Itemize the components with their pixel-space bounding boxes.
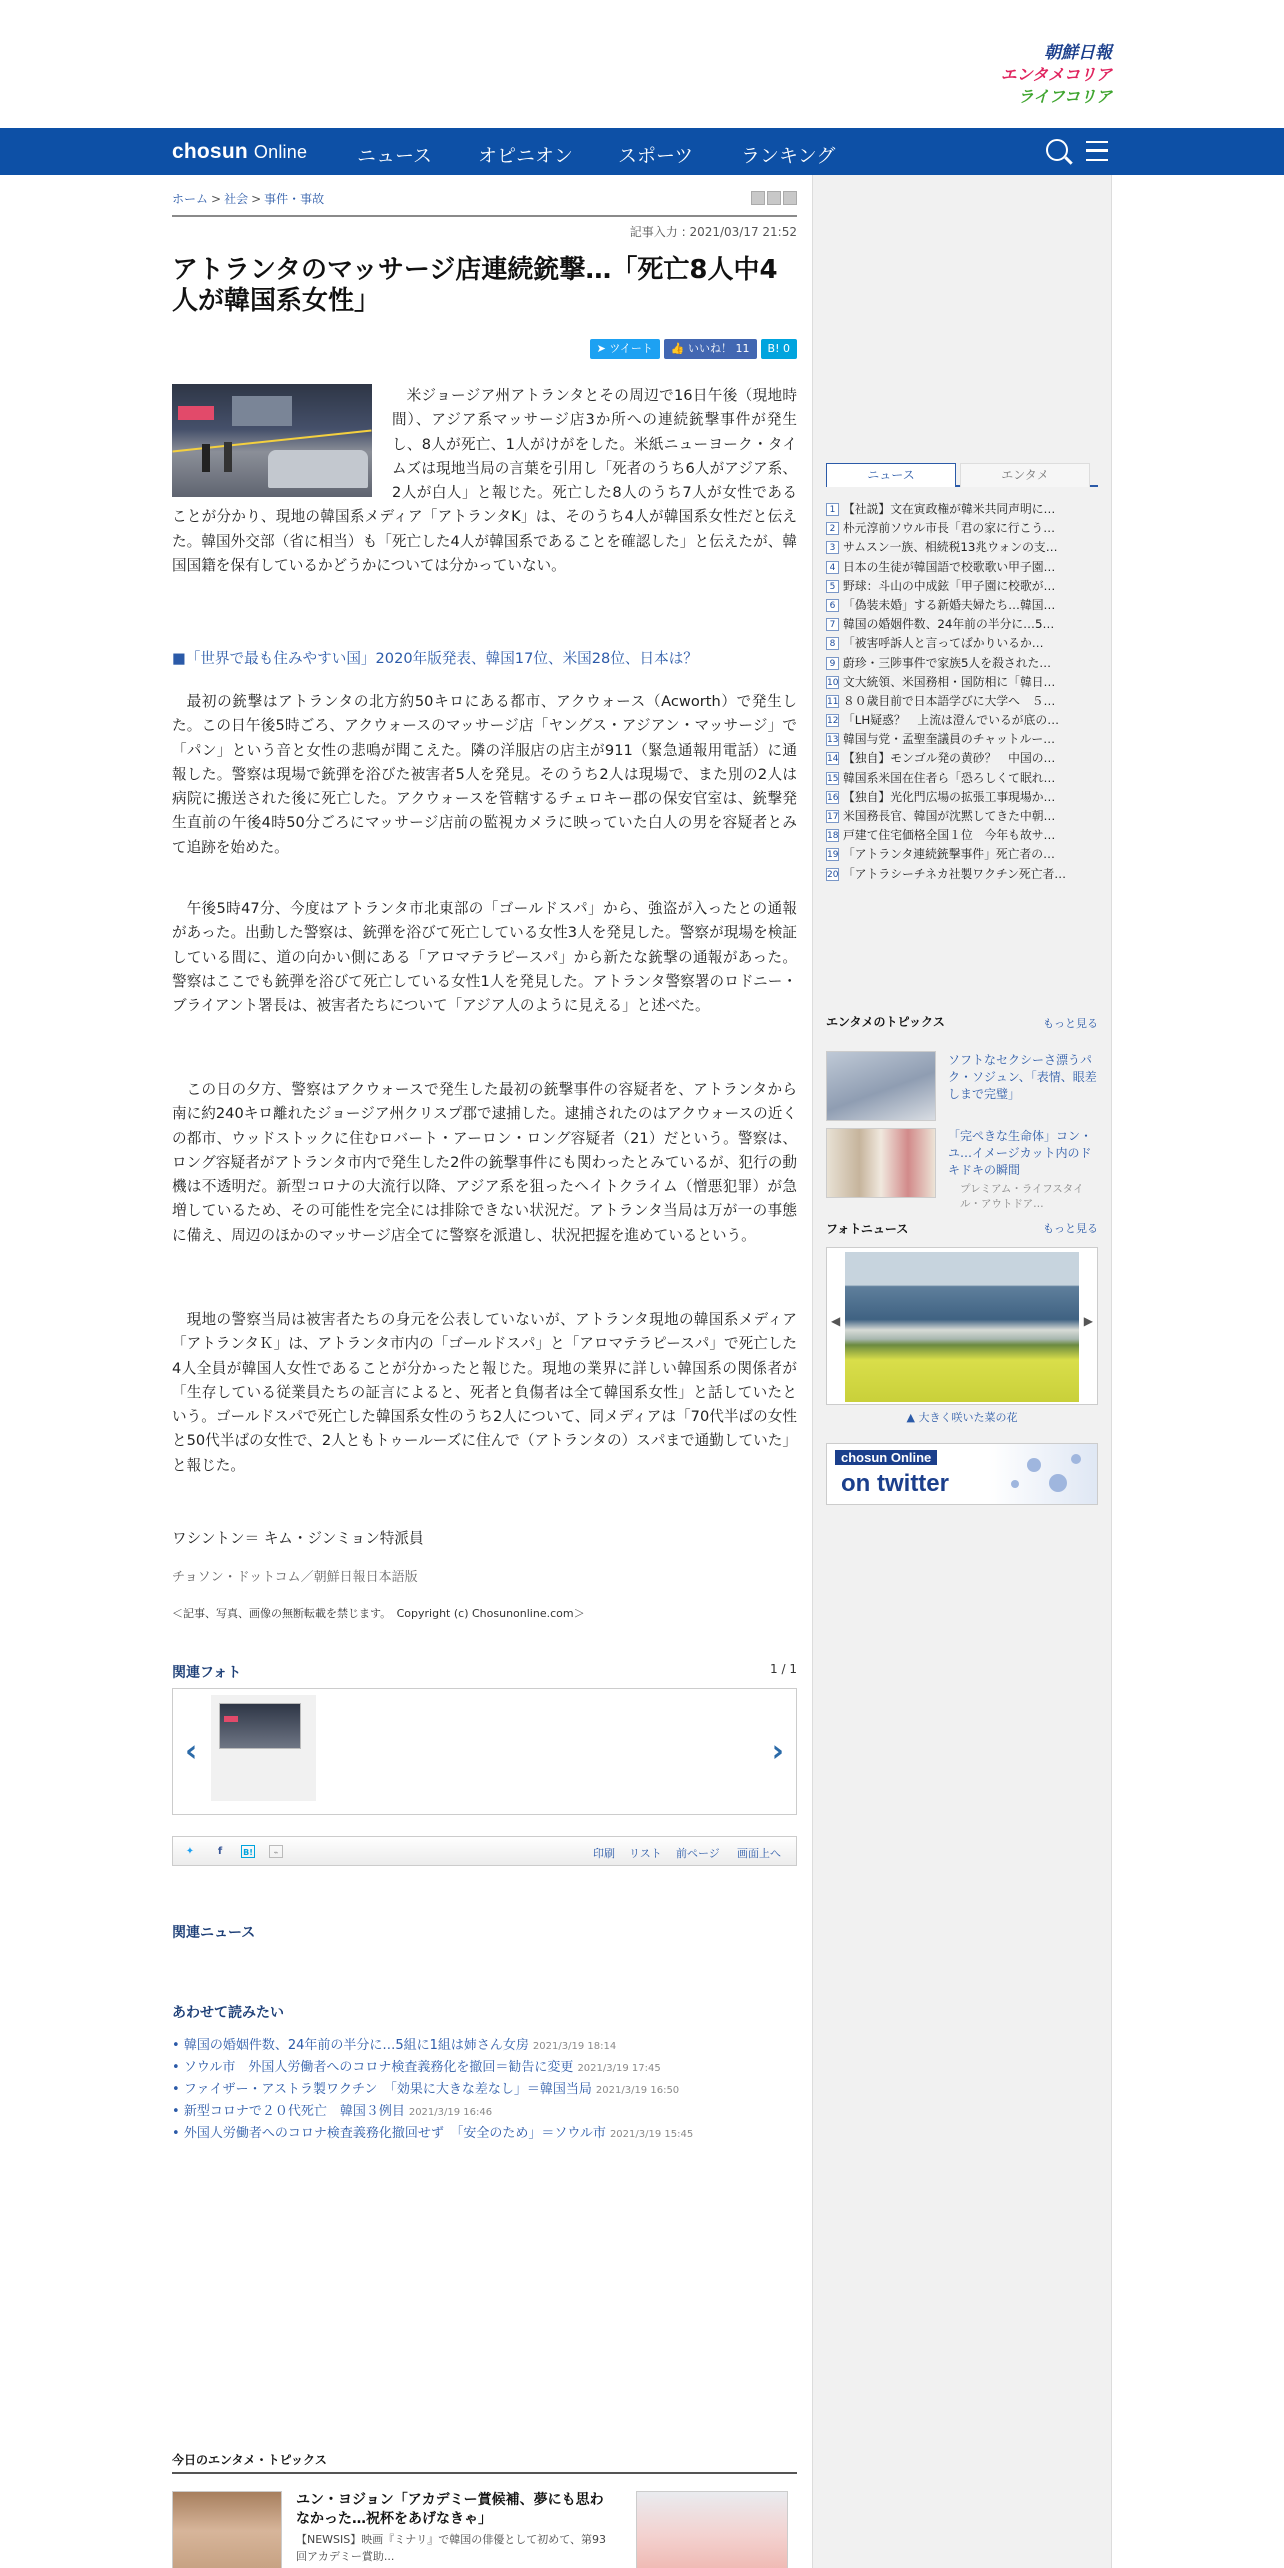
ranking-item[interactable]: 8 「被害呼訴人と言ってばかりいるか… [826,634,1098,653]
twitter-icon: ➤ [596,342,610,355]
previous-page-link[interactable]: 前ページ [676,1847,720,1860]
thumbs-up-icon: 👍 [670,342,689,355]
carousel-prev-arrow[interactable]: ‹ [185,1734,198,1769]
ranking-item[interactable]: 16 【独自】光化門広場の拡張工事現場か… [827,789,1056,804]
ranking-item[interactable]: 14 【独自】モンゴル発の黄砂？ 中国の… [827,751,1056,766]
nav-icons [1046,139,1110,165]
photo-news-title: フォトニュース [826,1222,909,1236]
related-photo-title: 関連フォト [172,1665,242,1681]
article-title: アトランタのマッサージ店連続銃撃…「死亡8人中4人が韓国系女性」 [172,255,778,316]
hatena-icon[interactable]: B! [241,1845,255,1858]
ranking-item[interactable]: 2 朴元淳前ソウル市長「君の家に行こう… [826,519,1098,538]
nav-item-sports[interactable]: スポーツ [618,145,694,167]
ranking-item[interactable]: 15 韓国系米国在住者ら「恐ろしくて眠れ… [827,770,1056,785]
logo-sub: Online [253,142,308,162]
article-toolbar [172,1836,797,1866]
divider [172,2472,797,2474]
photo-news-next-arrow[interactable]: ▶ [1083,1314,1093,1328]
today-entame-description: 【NEWSIS】映画『ミナリ』で韓国の俳優として初めて、第93回アカデミー賞助... [296,2533,607,2563]
breadcrumb-incidents[interactable]: 事件・事故 [264,192,325,206]
font-small-button[interactable] [751,191,765,205]
today-entame-title: 今日のエンタメ・トピックス [172,2453,327,2467]
nav-item-news[interactable]: ニュース [357,145,433,167]
ranking-item[interactable]: 17 米国務長官、韓国が沈黙してきた中朝… [827,809,1056,823]
related-photo-thumb-wrap [211,1695,316,1801]
font-large-button[interactable] [767,191,781,205]
brand-logos [980,42,1112,108]
copyright: ＜記事、写真、画像の無断転載を禁じます。 Copyright (c) Chosunonline.com＞ [172,1607,585,1620]
ranking-item[interactable]: 9 蔚珍・三陟事件で家族5人を殺された… [826,654,1098,673]
related-news-title: 関連ニュース [172,1925,256,1941]
related-article-link[interactable]: ■「世界で最も住みやすい国」2020年版発表、韓国17位、米国28位、日本は？ [172,650,698,667]
brand-header [0,0,1284,128]
print-button[interactable] [783,191,797,205]
related-photo-thumbnail[interactable] [219,1703,301,1749]
list-item[interactable]: • 韓国の婚姻件数、24年前の半分に…5組に1組は姉さん女房 2021/3/19 18:14 [172,2038,617,2053]
article-paragraph-5: 現地の警察当局は被害者たちの身元を公表していないが、アトランタ現地の韓国系メディア「アトランタＫ」は、アトランタ市内の「ゴールドスパ」と「アロマテラピースパ」で死亡した4人全員が韓国人女性であることが分かったと報じた。現地の業界に詳しい韓国系の関係者が「生存している従業員たちの証言によると、死者と負傷者は全て韓国系女性」と話していたという。ゴールドスパで死亡した韓国系女性のうち2人について、同メディアは「70代半ばの女性と50代半ばの女性で、2人ともトゥールーズに住んで（アトランタの）スパまで通勤していた」と報じた。 [172,1311,797,1474]
list-item[interactable]: • ファイザー・アストラ製ワクチン 「効果に大きな差なし」＝韓国当局 2021/3/19 16:50 [172,2082,680,2097]
breadcrumb-society[interactable]: 社会 [224,192,249,206]
font-size-buttons [749,190,797,209]
entame-korea-logo[interactable]: エンタメコリア [1000,65,1112,84]
list-item[interactable]: • 新型コロナで２０代死亡 韓国３例目 2021/3/19 16:46 [172,2104,493,2119]
topic-photo-2[interactable] [826,1128,936,1198]
hatena-bookmark-button[interactable]: B! 0 [761,339,797,359]
chosun-ilbo-logo[interactable]: 朝鮮日報 [1044,43,1112,63]
ranking-item[interactable]: 1 【社説】文在寅政権が韓米共同声明に… [826,500,1098,519]
search-icon[interactable] [1046,139,1068,161]
divider [172,215,797,217]
read-together-list [172,2035,797,2145]
byline: ワシントン＝ キム・ジンミョン特派員 [172,1530,424,1547]
ranking-item[interactable]: 11 ８０歳目前で日本語学びに大学へ ５… [827,693,1056,708]
article-date: 記事入力 : 2021/03/17 21:52 [629,225,797,239]
topic-photo-1[interactable] [826,1051,936,1121]
twitter-banner-text: on twitter [841,1470,949,1497]
topic-link-2[interactable]: 「完ぺきな生命体」コン・ユ…イメージカット内のドキドキの瞬間 [948,1129,1093,1177]
ranking-item[interactable]: 4 日本の生徒が韓国語で校歌歌い甲子園… [826,558,1098,577]
rss-icon[interactable]: ⌁ [269,1845,283,1858]
like-button[interactable]: 👍 いいね！ 11 [664,339,757,359]
related-photo-carousel [172,1688,797,1815]
chosun-online-logo[interactable] [172,140,307,164]
ranking-item[interactable]: 20 「アトラシーチネカ社製ワクチン死亡者… [827,866,1067,881]
photo-news-prev-arrow[interactable]: ◀ [831,1314,841,1328]
menu-icon[interactable] [1086,141,1108,161]
photo-news-more-link[interactable]: もっと見る [1043,1222,1098,1235]
article-paragraph-2: 最初の銃撃はアトランタの北方約50キロにある都市、アクウォース（Acworth）で発生した。この日午後5時ごろ、アクウォースのマッサージ店「ヤングス・アジアン・マッサージ」で「パン」という音と女性の悲鳴が聞こえた。隣の洋服店の店主が911（緊急通報用電話）に通報した。警察は現場で銃弾を浴びた被害者5人を発見。そのうち2人は現場で、また別の2人は病院に搬送された後に死亡した。アクウォースを管轄するチェロキー郡の保安官室は、銃撃発生直前の午後4時50分ごろにマッサージ店前の監視カメラに映っていた白人の男を容疑者とみて追跡を始めた。 [172,693,797,856]
entame-topics-more-link[interactable]: もっと見る [1043,1017,1098,1030]
ranking-item[interactable]: 19 「アトランタ連続銃撃事件」死亡者の… [827,847,1055,862]
ranking-item[interactable]: 5 野球：斗山の中成鉉「甲子園に校歌が… [826,577,1098,596]
tab-news[interactable]: ニュース [826,463,956,487]
ranking-list [826,500,1098,884]
today-entame-photo[interactable] [172,2491,282,2568]
list-item[interactable]: • ソウル市 外国人労働者へのコロナ検査義務化を撤回＝勧告に変更 2021/3/19 17:45 [172,2060,661,2075]
social-buttons [586,339,797,359]
nav-item-ranking[interactable]: ランキング [741,145,836,167]
logo-main: chosun [172,140,248,163]
life-korea-logo[interactable]: ライフコリア [1017,87,1112,106]
breadcrumb-home[interactable]: ホーム [172,192,209,206]
today-entame-headline[interactable]: ユン・ヨジョン「アカデミー賞候補、夢にも思わなかった…祝杯をあげなきゃ」 [296,2492,604,2527]
carousel-next-arrow[interactable]: › [771,1734,784,1769]
twitter-icon[interactable]: ✦ [185,1846,195,1857]
page-top-link[interactable]: 画面上へ [737,1847,781,1860]
breadcrumb: ホーム > 社会 > 事件・事故 [172,192,325,206]
ranking-item[interactable]: 13 韓国与党・孟聖奎議員のチャットルー… [827,732,1055,747]
photo-news-carousel [826,1247,1098,1405]
ranking-item[interactable]: 10 文大統領、米国務相・国防相に「韓日… [827,674,1056,689]
ranking-item[interactable]: 6 「偽装未婚」する新婚夫婦たち…韓国… [826,596,1098,615]
photo-counter: 1 / 1 [770,1662,797,1676]
tab-entame[interactable]: エンタメ [960,463,1090,487]
list-link[interactable]: リスト [629,1847,662,1860]
article-paragraph-4: この日の夕方、警察はアクウォースで発生した最初の銃撃事件の容疑者を、アトランタから南に約240キロ離れたジョージア州クリスプ郡で逮捕した。逮捕されたのはアクウォースの近くの都市、ウッドストックに住むロバート・アーロン・ロング容疑者（21）だという。警察は、ロング容疑者がアトランタ市内で発生した2件の銃撃事件にも関わったとみているが、犯行の動機は不透明だ。新型コロナの大流行以降、アジア系を狙ったヘイトクライム（憎悪犯罪）が急増しているため、その可能性を完全には排除できない状況だ。アトランタ当局は万が一の事態に備え、周辺のほかのマッサージ店全てに警察を派遣し、状況把握を進めているという。 [172,1081,797,1244]
source: チョソン・ドットコム／朝鮮日報日本語版 [172,1570,418,1585]
topic-link-1[interactable]: ソフトなセクシーさ漂うパク・ソジュン、「表情、眼差しまで完璧」 [948,1053,1097,1101]
entame-topics-title: エンタメのトピックス [826,1015,945,1029]
photo-news-caption[interactable]: ▲ 大きく咲いた菜の花 [906,1411,1018,1424]
article-paragraph-3: 午後5時47分、今度はアトランタ市北東部の「ゴールドスパ」から、強盗が入ったとの通報があった。出動した警察は、銃弾を浴びて死亡している女性3人を発見した。警察が現場を検証している間に、道の向かい側にある「アロマテラピースパ」から新たな銃撃の通報があった。警察はここでも銃弾を浴びて死亡している女性1人を発見した。アトランタ警察署のロドニー・ブライアント署長は、被害者たちについて「アジア人のように見える」と述べた。 [172,900,797,1015]
ranking-item[interactable]: 7 韓国の婚姻件数、24年前の半分に…5… [826,615,1098,634]
main-navbar [0,128,1284,175]
article-paragraph-1: 米ジョージア州アトランタとその周辺で16日午後（現地時間）、アジア系マッサージ店3か所への連続銃撃事件が発生し、8人が死亡、1人がけがをした。米紙ニューヨーク・タイムズは現地当局の言葉を引用し「死者のうち6人がアジア系、2人が白人」と報じた。死亡した8人のうち7人が女性であることが分かり、現地の韓国系メディア「アトランタK」は、そのうち4人が韓国系女性だと伝えた。韓国外交部（省に相当）も「死亡した4人が韓国系であることを確認した」と伝えたが、韓国国籍を保有しているかどうかについては分かっていない。 [172,387,797,575]
print-link[interactable]: 印刷 [593,1847,615,1860]
ranking-item[interactable]: 12 「LH疑惑？ 上流は澄んでいるが底の… [827,713,1059,728]
ranking-item[interactable]: 18 戸建て住宅価格全国１位 今年も故サ… [827,828,1056,843]
twitter-banner[interactable] [826,1443,1098,1505]
list-item[interactable]: • 外国人労働者へのコロナ検査義務化撤回せず 「安全のため」＝ソウル市 2021/3/19 15:45 [172,2126,694,2141]
twitter-banner-logo: chosun Online [835,1450,937,1465]
facebook-icon[interactable]: f [217,1846,223,1857]
ranking-tabs [826,463,1098,487]
photo-news-image[interactable] [845,1252,1079,1402]
topic-sub-text[interactable]: プレミアム・ライフスタイル・アウトドア… [960,1183,1084,1210]
ranking-item[interactable]: 3 サムスン一族、相続税13兆ウォンの支… [826,538,1098,557]
nav-item-opinion[interactable]: オピニオン [478,145,574,167]
today-entame-photo-2[interactable] [636,2491,788,2568]
read-together-title: あわせて読みたい [172,2005,284,2021]
tweet-button[interactable]: ➤ ツイート [590,339,660,359]
